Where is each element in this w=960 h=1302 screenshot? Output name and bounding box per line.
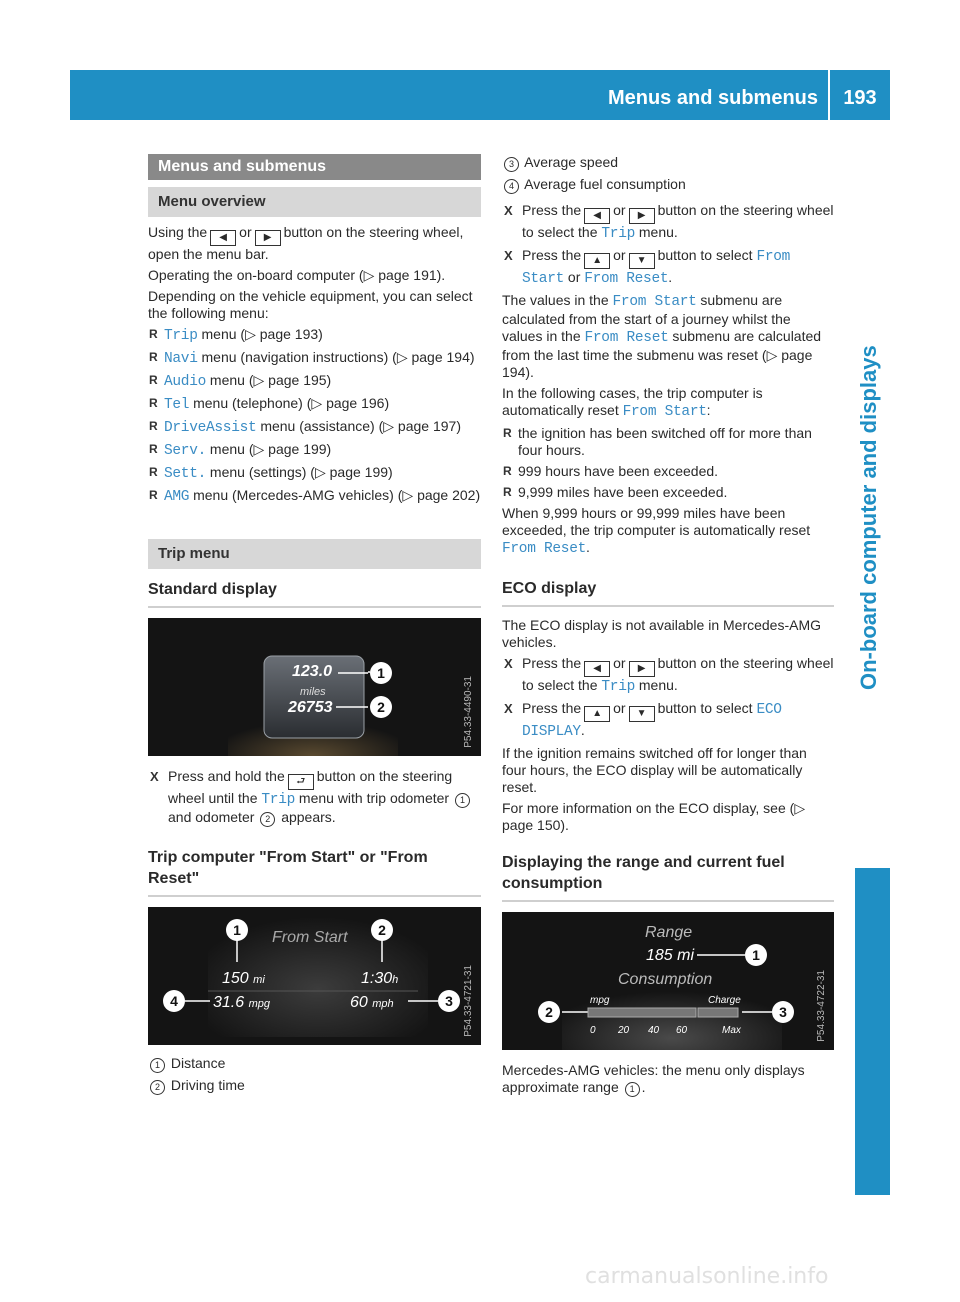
- text: button on the steering wheel, open the menu bar.: [148, 224, 464, 262]
- paragraph: [148, 288, 481, 322]
- legend-text: Distance: [170, 1055, 226, 1071]
- right-arrow-key-icon: ▶: [255, 230, 281, 246]
- consumption-number: 31.6: [213, 994, 245, 1011]
- distance-unit: mi: [253, 974, 265, 986]
- page-ref-arrow-icon: ▷: [766, 347, 778, 363]
- page-reference: page 199): [268, 441, 332, 457]
- text: menu (: [209, 372, 254, 388]
- callout-2-badge: 2: [370, 696, 392, 718]
- up-arrow-key-icon: ▲: [584, 253, 610, 269]
- page-number: 193: [843, 87, 877, 109]
- menu-code: From Reset: [584, 330, 669, 346]
- page-ref-arrow-icon: ▷: [245, 326, 256, 342]
- range-label: Range: [645, 924, 693, 941]
- text: menu.: [638, 677, 678, 693]
- callout-1-badge: 1: [370, 662, 392, 684]
- driving-time-value: [361, 970, 398, 989]
- text: submenu are calculated from the last time the submenu was reset (: [502, 328, 822, 363]
- text: Depending on the vehicle equipment, you can select the following menu:: [148, 288, 473, 321]
- legend-item: [148, 1077, 481, 1095]
- right-arrow-key-icon: ▶: [629, 208, 655, 224]
- distance-number: 150: [222, 970, 249, 987]
- text: or: [613, 700, 626, 716]
- menu-overview-body: [148, 224, 481, 506]
- eco-display-heading: ECO display: [502, 578, 834, 607]
- callout-4-badge: 4: [163, 990, 185, 1012]
- menu-code: From Reset: [584, 271, 669, 287]
- range-display-figure: [502, 912, 834, 1050]
- page-reference: page 195): [268, 372, 332, 388]
- list-item: [148, 349, 481, 368]
- consumption-value: [213, 994, 270, 1013]
- page-ref-arrow-icon: ▷: [314, 464, 326, 480]
- text: Operating the on-board computer (: [148, 267, 364, 283]
- speed-number: 60: [350, 994, 368, 1011]
- text: menu (telephone) (: [193, 395, 312, 411]
- menu-code: AMG: [164, 489, 190, 505]
- page-ref-arrow-icon: ▷: [253, 441, 265, 457]
- text: appears.: [281, 809, 336, 825]
- trip-unit: miles: [300, 686, 326, 698]
- list-item: [502, 425, 834, 459]
- trip-value: 123.0: [292, 663, 333, 680]
- back-key-icon: ⮐: [288, 774, 314, 790]
- legend-text: Average speed: [524, 154, 619, 170]
- paragraph: [502, 800, 834, 834]
- standard-display-heading: Standard display: [148, 579, 481, 608]
- figure-code: P54.33-4490-31: [463, 676, 474, 748]
- footer-watermark: carmanualsonline.info: [585, 1264, 829, 1289]
- paragraph: [502, 1062, 834, 1097]
- page-ref-arrow-icon: ▷: [363, 267, 375, 283]
- left-column: [148, 154, 481, 1099]
- menu-code: Serv.: [164, 443, 207, 459]
- text: Press the: [522, 247, 582, 263]
- side-color-block: [855, 868, 890, 1195]
- menu-code: Trip: [261, 792, 296, 808]
- menu-code: Audio: [164, 374, 207, 390]
- menu-list: [148, 326, 481, 506]
- consumption-unit: mpg: [248, 998, 270, 1010]
- list-item: [502, 463, 834, 480]
- text: button to select: [657, 247, 753, 263]
- paragraph: [502, 505, 834, 558]
- paragraph: [148, 267, 481, 284]
- figure-code: P54.33-4721-31: [463, 965, 474, 1037]
- text: For more information on the ECO display, see (: [502, 800, 795, 816]
- page-reference: page 202): [417, 487, 481, 503]
- instruction-step: [148, 768, 481, 827]
- text: .: [668, 269, 673, 285]
- callout-2-badge: 2: [538, 1001, 560, 1023]
- trip-computer-figure: [148, 907, 481, 1045]
- instruction-step: [502, 202, 834, 243]
- text: 999 hours have been exceeded.: [518, 463, 719, 479]
- page-reference: page 194).: [502, 347, 813, 380]
- list-item: [148, 487, 481, 506]
- text: Mercedes-AMG vehicles: the menu only displays approximate range: [502, 1062, 805, 1095]
- mpg-label: mpg: [590, 995, 610, 1006]
- text: menu (: [209, 441, 254, 457]
- right-arrow-key-icon: ▶: [629, 661, 655, 677]
- menu-code: Sett.: [164, 466, 207, 482]
- paragraph: [502, 617, 834, 651]
- legend-item: [502, 176, 834, 194]
- text: or: [567, 269, 581, 285]
- speed-value: [350, 994, 394, 1013]
- text: If the ignition remains switched off for longer than four hours, the ECO display will be automatically reset.: [502, 745, 807, 795]
- trip-computer-heading: Trip computer "From Start" or "From Reset": [148, 847, 481, 897]
- callout-2-icon: 2: [260, 812, 275, 827]
- list-item: [148, 372, 481, 391]
- callout-1-badge: 1: [226, 919, 248, 941]
- figure-code: P54.33-4722-31: [816, 970, 827, 1042]
- text: submenu are calculated from the start of a journey whilst the values in the: [502, 292, 791, 344]
- distance-value: [222, 970, 265, 989]
- text: or: [613, 202, 626, 218]
- left-arrow-key-icon: ◀: [584, 208, 610, 224]
- page-reference: page 191).: [378, 267, 446, 283]
- text: The values in the: [502, 292, 609, 308]
- instruction-step: [502, 247, 834, 288]
- instruction-step: [502, 700, 834, 741]
- menu-code: Navi: [164, 351, 198, 367]
- text: button on the steering wheel to select the: [522, 655, 834, 693]
- page-ref-arrow-icon: ▷: [396, 349, 408, 365]
- callout-3-badge: 3: [772, 1001, 794, 1023]
- text: The ECO display is not available in Mercedes-AMG vehicles.: [502, 617, 822, 650]
- paragraph: [148, 224, 481, 263]
- callout-1-icon: 1: [625, 1082, 640, 1097]
- text: menu (Mercedes-AMG vehicles) (: [193, 487, 403, 503]
- page-ref-arrow-icon: ▷: [311, 395, 323, 411]
- callout-1-icon: 1: [455, 793, 470, 808]
- text: .: [641, 1079, 646, 1095]
- text: .: [586, 539, 590, 555]
- text: menu with trip odometer: [298, 790, 450, 806]
- scale-tick: 20: [618, 1025, 630, 1036]
- menu-code: ECO DISPLAY: [522, 702, 782, 740]
- left-arrow-key-icon: ◀: [210, 230, 236, 246]
- section-bar: Menus and submenus: [148, 154, 481, 180]
- time-unit: h: [392, 974, 399, 986]
- time-number: 1:30: [361, 970, 393, 987]
- charge-label: Charge: [708, 995, 741, 1006]
- text: .: [580, 722, 585, 738]
- text: When 9,999 hours or 99,999 miles have been exceeded, the trip computer is automatically reset: [502, 505, 811, 538]
- list-item: [502, 484, 834, 501]
- scale-tick: 60: [676, 1025, 688, 1036]
- instruction-step: [502, 655, 834, 696]
- text: In the following cases, the trip computer is automatically reset: [502, 385, 763, 418]
- legend-item: [502, 154, 834, 172]
- text: button on the steering wheel until the: [168, 768, 453, 806]
- text: :: [706, 402, 711, 418]
- text: menu (assistance) (: [260, 418, 384, 434]
- text: button on the steering wheel to select the: [522, 202, 834, 240]
- page-ref-arrow-icon: ▷: [383, 418, 395, 434]
- page-reference: page 199): [329, 464, 393, 480]
- text: button to select: [657, 700, 753, 716]
- left-arrow-key-icon: ◀: [584, 661, 610, 677]
- text: and odometer: [168, 809, 255, 825]
- callout-3-badge: 3: [438, 990, 460, 1012]
- page-reference: page 196): [326, 395, 390, 411]
- text: menu (settings) (: [209, 464, 315, 480]
- text: menu (navigation instructions) (: [201, 349, 397, 365]
- scale-tick: 0: [590, 1025, 596, 1036]
- callout-2-badge: 2: [371, 919, 393, 941]
- menu-code: From Start: [622, 404, 707, 420]
- page-reference: page 193): [259, 326, 323, 342]
- text: 9,999 miles have been exceeded.: [518, 484, 728, 500]
- max-label: Max: [722, 1025, 741, 1036]
- callout-1-badge: 1: [745, 944, 767, 966]
- range-value: 185 mi: [646, 947, 695, 964]
- list-item: [148, 395, 481, 414]
- scale-tick: 40: [648, 1025, 660, 1036]
- text: Press the: [522, 202, 582, 218]
- menu-code: Tel: [164, 397, 190, 413]
- up-arrow-key-icon: ▲: [584, 706, 610, 722]
- text: or: [613, 247, 626, 263]
- text: Using the: [148, 224, 208, 240]
- trip-display-figure: [148, 618, 481, 756]
- text: or: [239, 224, 252, 240]
- page-ref-arrow-icon: ▷: [402, 487, 414, 503]
- callout-1-icon: 1: [150, 1058, 165, 1073]
- trip-computer-graphic: [148, 907, 481, 1045]
- page-ref-arrow-icon: ▷: [253, 372, 265, 388]
- range-heading: Displaying the range and current fuel consumption: [502, 852, 834, 902]
- paragraph: [502, 292, 834, 381]
- callout-4-icon: 4: [504, 179, 519, 194]
- trip-menu-heading: Trip menu: [148, 539, 481, 569]
- list-item: [148, 464, 481, 483]
- legend-item: [148, 1055, 481, 1073]
- paragraph: [502, 745, 834, 796]
- callout-3-icon: 3: [504, 157, 519, 172]
- text: or: [613, 655, 626, 671]
- text: Press the: [522, 700, 582, 716]
- legend-text: Average fuel consumption: [524, 176, 686, 192]
- menu-overview-heading: Menu overview: [148, 187, 481, 217]
- page-ref-arrow-icon: ▷: [794, 800, 806, 816]
- consumption-label: Consumption: [618, 971, 713, 988]
- page-header: [70, 70, 890, 120]
- paragraph: [502, 385, 834, 421]
- header-title: Menus and submenus: [607, 87, 818, 109]
- side-section-tab: On-board computer and displays: [856, 345, 881, 690]
- down-arrow-key-icon: ▼: [629, 706, 655, 722]
- list-item: [148, 418, 481, 437]
- menu-code: From Reset: [502, 541, 587, 557]
- from-start-title: From Start: [272, 929, 348, 946]
- page-reference: page 194): [411, 349, 475, 365]
- menu-code: Trip: [164, 328, 198, 344]
- page-reference: page 150).: [502, 817, 569, 833]
- menu-code: From Start: [612, 294, 697, 310]
- header-divider: [828, 70, 830, 120]
- odometer-value: 26753: [288, 699, 333, 716]
- text: Press the: [522, 655, 582, 671]
- list-item: [148, 326, 481, 345]
- text: menu.: [638, 224, 678, 240]
- text: the ignition has been switched off for more than four hours.: [518, 425, 812, 458]
- figure-legend: [148, 1055, 481, 1095]
- text: menu (: [201, 326, 246, 342]
- legend-text: Driving time: [170, 1077, 245, 1093]
- text: Press and hold the: [168, 768, 285, 784]
- page-reference: page 197): [397, 418, 461, 434]
- menu-code: Trip: [601, 226, 635, 242]
- right-column: [502, 154, 834, 1101]
- menu-code: Trip: [601, 679, 635, 695]
- callout-2-icon: 2: [150, 1080, 165, 1095]
- speed-unit: mph: [372, 998, 394, 1010]
- menu-code: From Start: [522, 249, 791, 287]
- menu-code: DriveAssist: [164, 420, 257, 436]
- list-item: [148, 441, 481, 460]
- down-arrow-key-icon: ▼: [629, 253, 655, 269]
